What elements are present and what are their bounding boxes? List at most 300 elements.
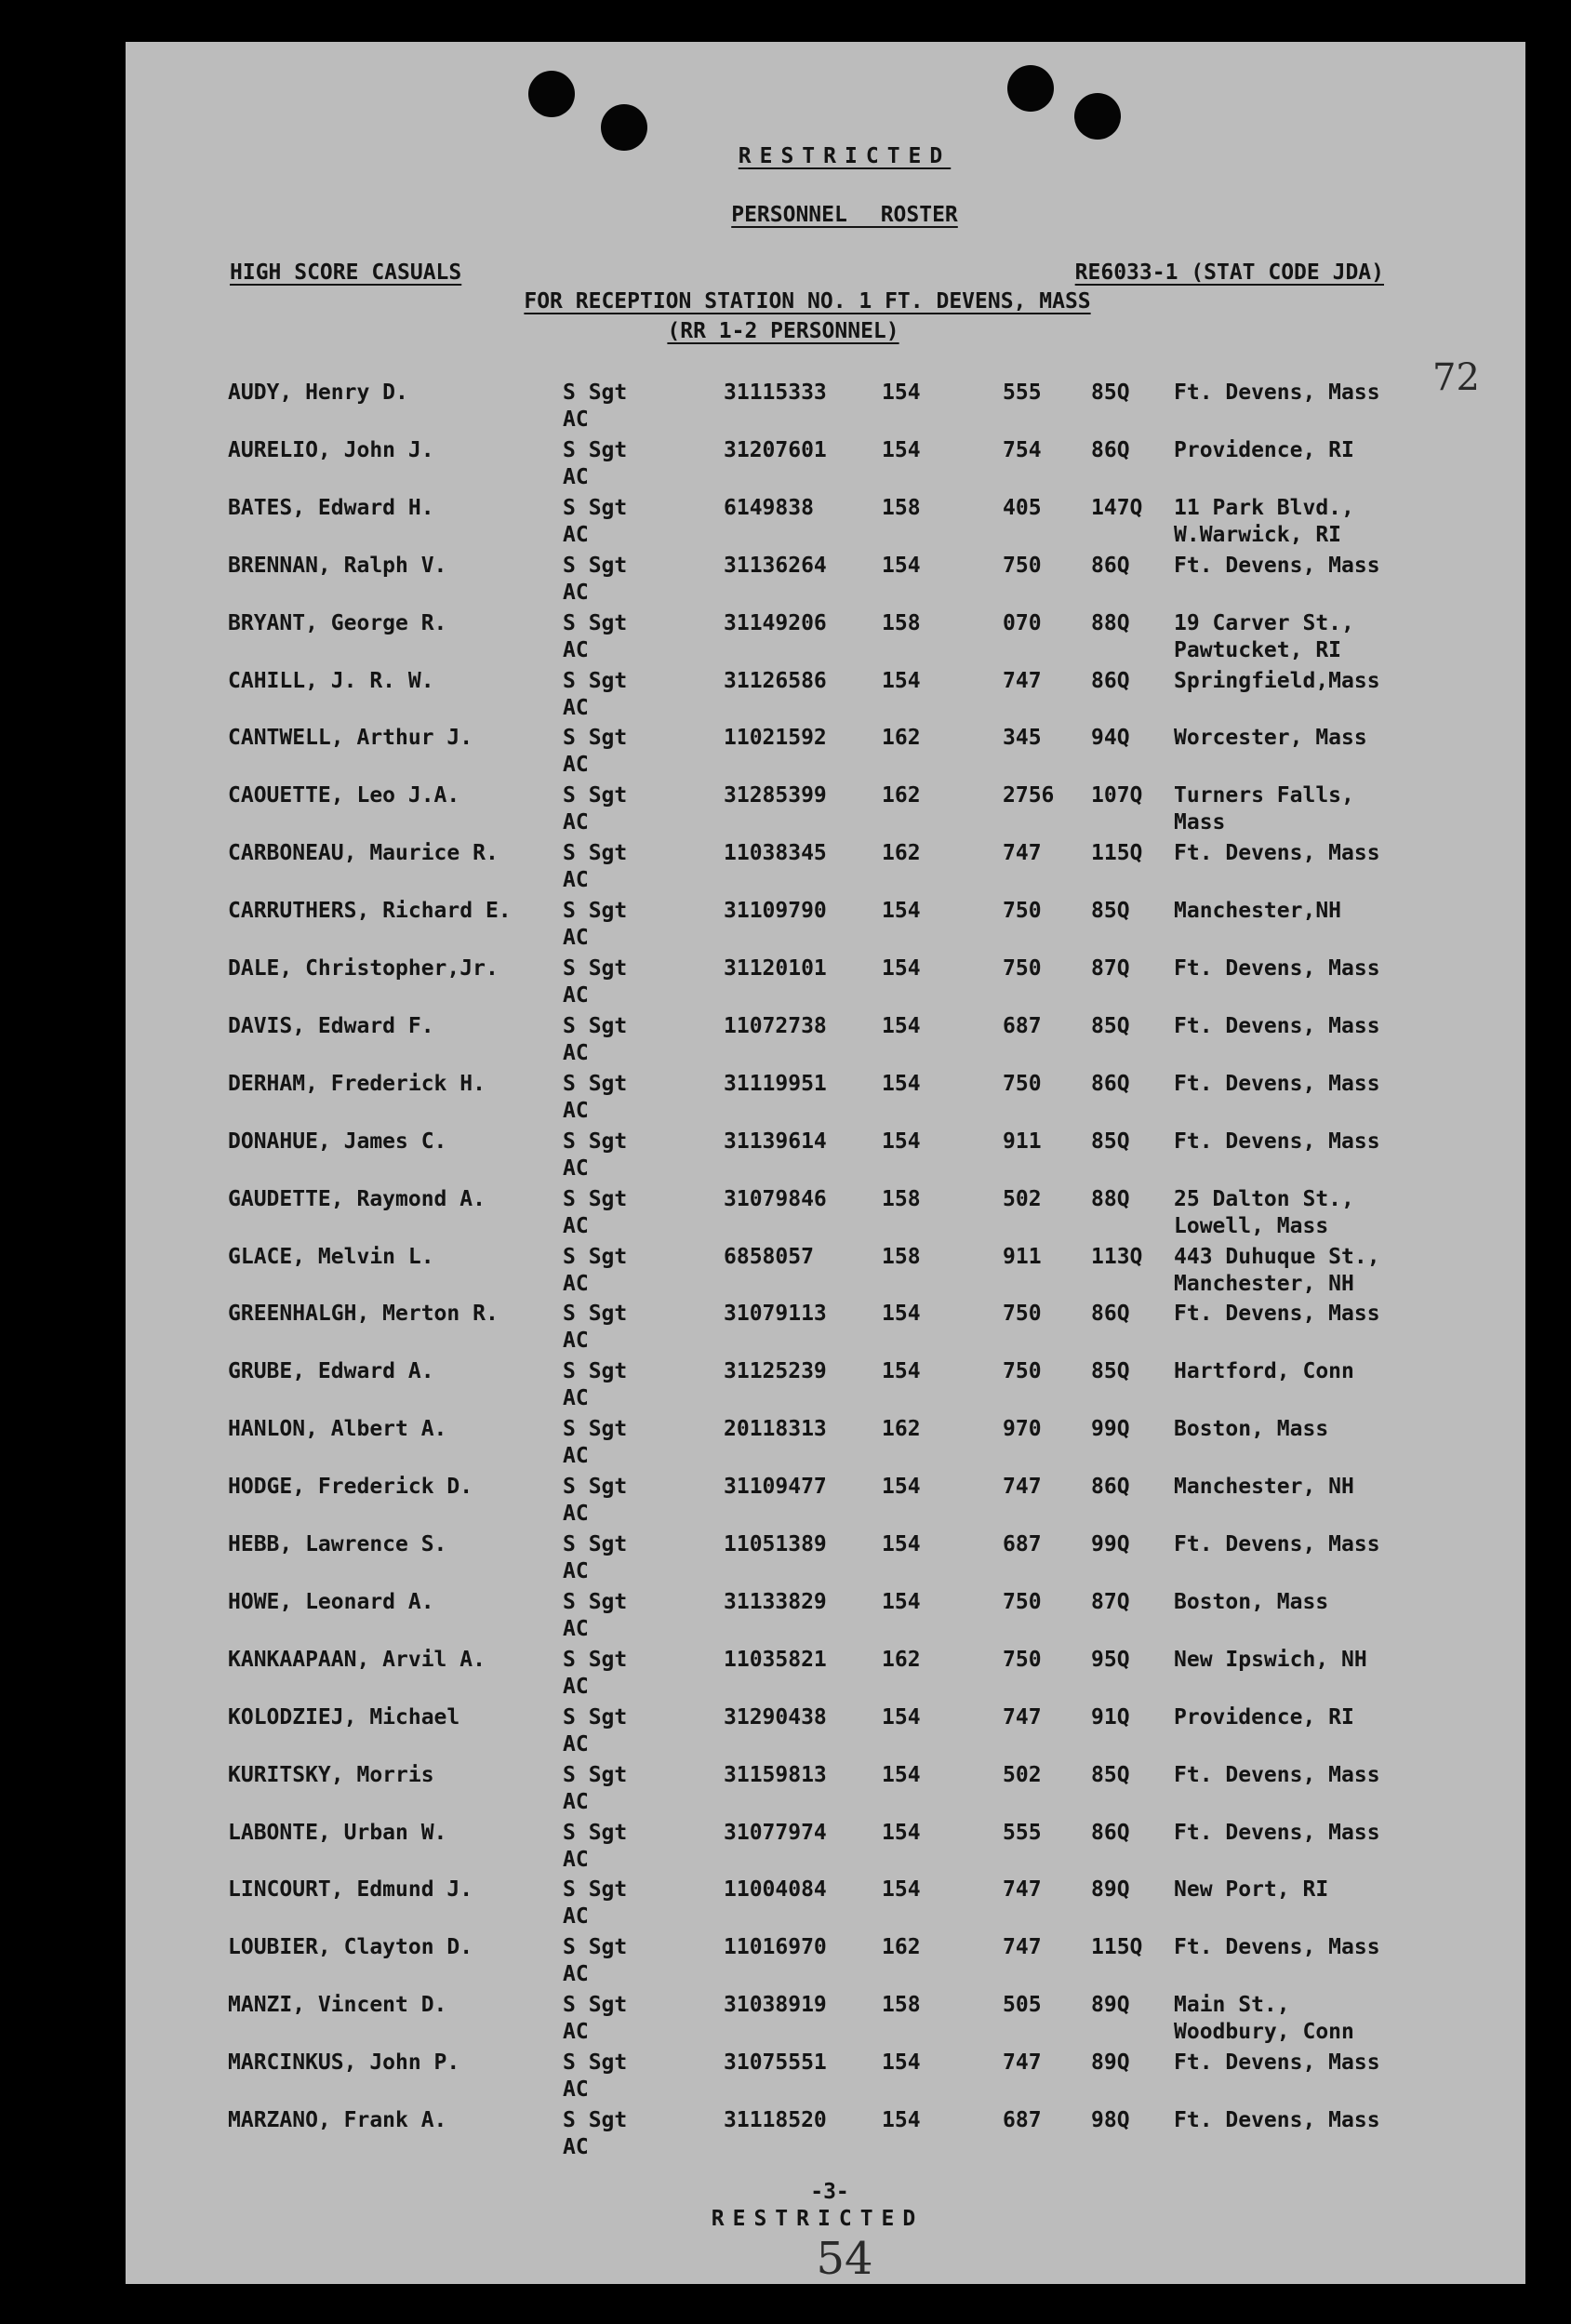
roster-branch: AC: [563, 1904, 589, 1930]
roster-address: Ft. Devens, Mass: [1174, 1820, 1380, 1845]
table-row: [126, 1186, 1525, 1244]
roster-rank: S Sgt: [563, 437, 628, 462]
roster-mos: 687: [1003, 2108, 1042, 2132]
roster-address: Boston, Mass: [1174, 1417, 1329, 1442]
roster-rank: S Sgt: [563, 1935, 628, 1960]
roster-score: 87Q: [1091, 956, 1130, 981]
table-row: [126, 668, 1525, 726]
roster-name: DONAHUE, James C.: [228, 1129, 447, 1154]
roster-address-line2: Pawtucket, RI: [1174, 637, 1342, 662]
roster-address-line2: Lowell, Mass: [1174, 1213, 1329, 1238]
roster-score: 115Q: [1091, 1935, 1143, 1960]
roster-mos: 405: [1003, 495, 1042, 520]
roster-serial-number: 31136264: [724, 553, 827, 578]
margin-number: 72: [1432, 356, 1480, 399]
roster-address: Ft. Devens, Mass: [1174, 956, 1380, 981]
roster-address: Springfield,Mass: [1174, 668, 1380, 693]
roster-code: 158: [882, 1244, 921, 1269]
roster-name: CAHILL, J. R. W.: [228, 668, 434, 693]
roster-code: 154: [882, 956, 921, 981]
roster-mos: 747: [1003, 1877, 1042, 1903]
table-row: [126, 1244, 1525, 1302]
classification-bottom: RESTRICTED: [711, 2207, 925, 2231]
roster-mos: 345: [1003, 726, 1042, 751]
roster-address: Main St.,: [1174, 1993, 1290, 2018]
roster-score: 85Q: [1091, 1359, 1130, 1384]
roster-code: 154: [882, 1359, 921, 1384]
roster-mos: 502: [1003, 1762, 1042, 1787]
table-row: [126, 2050, 1525, 2107]
roster-name: CAOUETTE, Leo J.A.: [228, 783, 460, 808]
roster-address: 25 Dalton St.,: [1174, 1186, 1354, 1211]
roster-address-line2: Woodbury, Conn: [1174, 2020, 1354, 2045]
table-row: [126, 2107, 1525, 2165]
table-row: [126, 1129, 1525, 1186]
roster-score: 86Q: [1091, 668, 1130, 693]
roster-name: GRUBE, Edward A.: [228, 1359, 434, 1384]
roster-score: 85Q: [1091, 1129, 1130, 1154]
roster-branch: AC: [563, 407, 589, 432]
roster-rank: S Sgt: [563, 1475, 628, 1500]
order-code: RE6033-1 (STAT CODE JDA): [1074, 260, 1384, 285]
roster-branch: AC: [563, 983, 589, 1008]
roster-score: 94Q: [1091, 726, 1130, 751]
roster-score: 88Q: [1091, 610, 1130, 635]
document-page: [126, 42, 1525, 2284]
table-row: [126, 610, 1525, 668]
roster-mos: 687: [1003, 1532, 1042, 1556]
roster-serial-number: 31125239: [724, 1359, 827, 1384]
roster-name: CARBONEAU, Maurice R.: [228, 841, 499, 866]
roster-score: 89Q: [1091, 2050, 1130, 2076]
roster-name: DERHAM, Frederick H.: [228, 1071, 486, 1096]
roster-score: 85Q: [1091, 899, 1130, 924]
roster-address: Worcester, Mass: [1174, 726, 1367, 751]
table-row: [126, 553, 1525, 610]
roster-name: MARZANO, Frank A.: [228, 2108, 447, 2132]
roster-rank: S Sgt: [563, 783, 628, 808]
roster-branch: AC: [563, 1386, 589, 1411]
roster-code: 158: [882, 610, 921, 635]
roster-code: 154: [882, 1013, 921, 1038]
roster-serial-number: 11004084: [724, 1877, 827, 1903]
roster-address: Ft. Devens, Mass: [1174, 841, 1380, 866]
roster-branch: AC: [563, 580, 589, 605]
roster-address: Hartford, Conn: [1174, 1359, 1354, 1384]
roster-code: 162: [882, 1417, 921, 1442]
roster-rank: S Sgt: [563, 1532, 628, 1556]
roster-rank: S Sgt: [563, 1186, 628, 1211]
roster-rank: S Sgt: [563, 841, 628, 866]
table-row: [126, 1877, 1525, 1934]
roster-serial-number: 11035821: [724, 1647, 827, 1672]
roster-serial-number: 11016970: [724, 1935, 827, 1960]
roster-code: 154: [882, 1475, 921, 1500]
roster-serial-number: 31119951: [724, 1071, 827, 1096]
roster-rank: S Sgt: [563, 2108, 628, 2132]
roster-name: AUDY, Henry D.: [228, 381, 408, 405]
roster-address: New Port, RI: [1174, 1877, 1329, 1903]
roster-name: CANTWELL, Arthur J.: [228, 726, 473, 751]
roster-serial-number: 31139614: [724, 1129, 827, 1154]
roster-serial-number: 31149206: [724, 610, 827, 635]
table-row: [126, 1531, 1525, 1589]
table-row: [126, 1071, 1525, 1129]
roster-rank: S Sgt: [563, 668, 628, 693]
roster-rank: S Sgt: [563, 553, 628, 578]
roster-branch: AC: [563, 926, 589, 951]
roster-name: DALE, Christopher,Jr.: [228, 956, 499, 981]
roster-serial-number: 11072738: [724, 1013, 827, 1038]
table-row: [126, 437, 1525, 495]
roster-serial-number: 31159813: [724, 1762, 827, 1787]
table-row: [126, 840, 1525, 898]
roster-branch: AC: [563, 1040, 589, 1065]
roster-address: Ft. Devens, Mass: [1174, 1129, 1380, 1154]
roster-mos: 911: [1003, 1129, 1042, 1154]
roster-rank: S Sgt: [563, 381, 628, 405]
table-row: [126, 955, 1525, 1013]
roster-branch: AC: [563, 1789, 589, 1814]
table-row: [126, 1301, 1525, 1358]
roster-code: 154: [882, 553, 921, 578]
table-row: [126, 898, 1525, 955]
roster-mos: 747: [1003, 1475, 1042, 1500]
roster-mos: 750: [1003, 1302, 1042, 1327]
roster-name: HODGE, Frederick D.: [228, 1475, 473, 1500]
roster-name: AURELIO, John J.: [228, 437, 434, 462]
roster-name: GAUDETTE, Raymond A.: [228, 1186, 486, 1211]
roster-serial-number: 31077974: [724, 1820, 827, 1845]
table-row: [126, 725, 1525, 782]
roster-branch: AC: [563, 2020, 589, 2045]
roster-mos: 750: [1003, 1359, 1042, 1384]
roster-name: BRYANT, George R.: [228, 610, 447, 635]
roster-rank: S Sgt: [563, 1129, 628, 1154]
roster-branch: AC: [563, 1444, 589, 1469]
roster-rank: S Sgt: [563, 1993, 628, 2018]
group-label: HIGH SCORE CASUALS: [230, 260, 462, 285]
destination-line: FOR RECEPTION STATION NO. 1 FT. DEVENS, MASS: [524, 289, 1091, 314]
roster-rank: S Sgt: [563, 495, 628, 520]
roster-mos: 555: [1003, 381, 1042, 405]
roster-code: 154: [882, 1820, 921, 1845]
table-row: [126, 1992, 1525, 2050]
roster-address-line2: Manchester, NH: [1174, 1271, 1354, 1296]
table-row: [126, 1474, 1525, 1531]
roster-address: Boston, Mass: [1174, 1589, 1329, 1614]
roster-code: 162: [882, 783, 921, 808]
roster-address: Turners Falls,: [1174, 783, 1354, 808]
handwritten-number: 54: [816, 2233, 873, 2285]
roster-rank: S Sgt: [563, 1647, 628, 1672]
roster-mos: 747: [1003, 841, 1042, 866]
roster-address-line2: W.Warwick, RI: [1174, 522, 1342, 547]
roster-serial-number: 31126586: [724, 668, 827, 693]
roster-name: MARCINKUS, John P.: [228, 2050, 460, 2076]
roster-branch: AC: [563, 1155, 589, 1181]
roster-rank: S Sgt: [563, 1762, 628, 1787]
roster-mos: 750: [1003, 1589, 1042, 1614]
roster-name: CARRUTHERS, Richard E.: [228, 899, 512, 924]
roster-rank: S Sgt: [563, 2050, 628, 2076]
roster-address: 19 Carver St.,: [1174, 610, 1354, 635]
roster-address: Ft. Devens, Mass: [1174, 553, 1380, 578]
roster-branch: AC: [563, 810, 589, 835]
roster-code: 158: [882, 1993, 921, 2018]
roster-name: LINCOURT, Edmund J.: [228, 1877, 473, 1903]
roster-branch: AC: [563, 1616, 589, 1641]
roster-score: 85Q: [1091, 1762, 1130, 1787]
roster-branch: AC: [563, 868, 589, 893]
roster-address: Ft. Devens, Mass: [1174, 1013, 1380, 1038]
table-row: [126, 1647, 1525, 1704]
roster-rank: S Sgt: [563, 1359, 628, 1384]
roster-address: Providence, RI: [1174, 437, 1354, 462]
roster-rank: S Sgt: [563, 1071, 628, 1096]
roster-branch: AC: [563, 637, 589, 662]
roster-score: 87Q: [1091, 1589, 1130, 1614]
roster-score: 98Q: [1091, 2108, 1130, 2132]
roster-mos: 555: [1003, 1820, 1042, 1845]
roster-code: 154: [882, 2108, 921, 2132]
roster-address: 11 Park Blvd.,: [1174, 495, 1354, 520]
roster-name: KOLODZIEJ, Michael: [228, 1704, 460, 1730]
roster-code: 154: [882, 1704, 921, 1730]
roster-rank: S Sgt: [563, 1417, 628, 1442]
page-number: -3-: [810, 2180, 849, 2204]
table-row: [126, 782, 1525, 840]
roster-rank: S Sgt: [563, 1704, 628, 1730]
roster-address: 443 Duhuque St.,: [1174, 1244, 1380, 1269]
table-row: [126, 495, 1525, 553]
roster-branch: AC: [563, 1098, 589, 1123]
roster-score: 89Q: [1091, 1993, 1130, 2018]
roster-serial-number: 31075551: [724, 2050, 827, 2076]
roster-score: 86Q: [1091, 1302, 1130, 1327]
roster-rank: S Sgt: [563, 1877, 628, 1903]
roster-code: 154: [882, 1532, 921, 1556]
roster-serial-number: 31290438: [724, 1704, 827, 1730]
roster-serial-number: 31109790: [724, 899, 827, 924]
roster-mos: 750: [1003, 1071, 1042, 1096]
roster-branch: AC: [563, 2077, 589, 2103]
roster-mos: 970: [1003, 1417, 1042, 1442]
roster-mos: 750: [1003, 553, 1042, 578]
punch-hole: [1007, 65, 1054, 112]
roster-serial-number: 11051389: [724, 1532, 827, 1556]
roster-code: 162: [882, 1935, 921, 1960]
roster-address: Ft. Devens, Mass: [1174, 381, 1380, 405]
roster-score: 86Q: [1091, 1475, 1130, 1500]
table-row: [126, 1013, 1525, 1071]
roster-serial-number: 11038345: [724, 841, 827, 866]
roster-serial-number: 31133829: [724, 1589, 827, 1614]
roster-score: 91Q: [1091, 1704, 1130, 1730]
table-row: [126, 1820, 1525, 1877]
roster-address: Ft. Devens, Mass: [1174, 1935, 1380, 1960]
table-row: [126, 1589, 1525, 1647]
roster-code: 162: [882, 841, 921, 866]
roster-serial-number: 31115333: [724, 381, 827, 405]
roster-code: 154: [882, 1762, 921, 1787]
roster-name: GREENHALGH, Merton R.: [228, 1302, 499, 1327]
roster-branch: AC: [563, 2135, 589, 2159]
roster-mos: 747: [1003, 1935, 1042, 1960]
roster-serial-number: 31038919: [724, 1993, 827, 2018]
roster-address: Ft. Devens, Mass: [1174, 1071, 1380, 1096]
roster-mos: 747: [1003, 1704, 1042, 1730]
roster-serial-number: 6149838: [724, 495, 814, 520]
roster-mos: 750: [1003, 1647, 1042, 1672]
roster-serial-number: 20118313: [724, 1417, 827, 1442]
roster-rank: S Sgt: [563, 1589, 628, 1614]
roster-address-line2: Mass: [1174, 810, 1226, 835]
subtitle: (RR 1-2 PERSONNEL): [667, 319, 899, 343]
roster-serial-number: 31207601: [724, 437, 827, 462]
roster-branch: AC: [563, 753, 589, 778]
roster-rank: S Sgt: [563, 1244, 628, 1269]
roster-branch: AC: [563, 1271, 589, 1296]
roster-address: Providence, RI: [1174, 1704, 1354, 1730]
roster-serial-number: 31285399: [724, 783, 827, 808]
roster-rank: S Sgt: [563, 726, 628, 751]
roster-rank: S Sgt: [563, 610, 628, 635]
roster-address: Manchester, NH: [1174, 1475, 1354, 1500]
roster-code: 158: [882, 1186, 921, 1211]
roster-code: 154: [882, 899, 921, 924]
roster-score: 107Q: [1091, 783, 1143, 808]
roster-rank: S Sgt: [563, 1013, 628, 1038]
roster-code: 154: [882, 437, 921, 462]
roster-mos: 754: [1003, 437, 1042, 462]
roster-serial-number: 6858057: [724, 1244, 814, 1269]
roster-score: 113Q: [1091, 1244, 1143, 1269]
roster-code: 154: [882, 1877, 921, 1903]
roster-rank: S Sgt: [563, 899, 628, 924]
roster-code: 154: [882, 668, 921, 693]
roster-score: 86Q: [1091, 1820, 1130, 1845]
roster-score: 85Q: [1091, 381, 1130, 405]
roster-serial-number: 31118520: [724, 2108, 827, 2132]
table-row: [126, 380, 1525, 437]
roster-rank: S Sgt: [563, 1302, 628, 1327]
roster-score: 85Q: [1091, 1013, 1130, 1038]
roster-address: Ft. Devens, Mass: [1174, 1762, 1380, 1787]
roster-serial-number: 31120101: [724, 956, 827, 981]
roster-score: 86Q: [1091, 553, 1130, 578]
roster-branch: AC: [563, 1329, 589, 1354]
roster-score: 95Q: [1091, 1647, 1130, 1672]
roster-score: 86Q: [1091, 1071, 1130, 1096]
table-row: [126, 1416, 1525, 1474]
roster-mos: 747: [1003, 2050, 1042, 2076]
roster-score: 89Q: [1091, 1877, 1130, 1903]
roster-mos: 750: [1003, 899, 1042, 924]
roster-serial-number: 11021592: [724, 726, 827, 751]
roster-name: HOWE, Leonard A.: [228, 1589, 434, 1614]
roster-code: 154: [882, 1589, 921, 1614]
roster-name: GLACE, Melvin L.: [228, 1244, 434, 1269]
roster-branch: AC: [563, 522, 589, 547]
roster-branch: AC: [563, 1559, 589, 1583]
roster-address: Manchester,NH: [1174, 899, 1342, 924]
roster-code: 162: [882, 726, 921, 751]
roster-address: Ft. Devens, Mass: [1174, 1302, 1380, 1327]
roster-mos: 747: [1003, 668, 1042, 693]
roster-score: 88Q: [1091, 1186, 1130, 1211]
roster-code: 154: [882, 1302, 921, 1327]
roster-branch: AC: [563, 1847, 589, 1872]
roster-address: Ft. Devens, Mass: [1174, 1532, 1380, 1556]
roster-code: 154: [882, 381, 921, 405]
roster-code: 154: [882, 1129, 921, 1154]
roster-rank: S Sgt: [563, 1820, 628, 1845]
roster-name: BATES, Edward H.: [228, 495, 434, 520]
roster-name: LABONTE, Urban W.: [228, 1820, 447, 1845]
roster-address: Ft. Devens, Mass: [1174, 2050, 1380, 2076]
roster-mos: 687: [1003, 1013, 1042, 1038]
roster-branch: AC: [563, 1674, 589, 1699]
punch-hole: [601, 104, 647, 151]
roster-mos: 2756: [1003, 783, 1055, 808]
roster-score: 147Q: [1091, 495, 1143, 520]
roster-name: HANLON, Albert A.: [228, 1417, 447, 1442]
roster-serial-number: 31079113: [724, 1302, 827, 1327]
roster-name: BRENNAN, Ralph V.: [228, 553, 447, 578]
table-row: [126, 1704, 1525, 1762]
roster-code: 154: [882, 1071, 921, 1096]
punch-hole: [1074, 93, 1121, 140]
roster-code: 158: [882, 495, 921, 520]
roster-code: 154: [882, 2050, 921, 2076]
table-row: [126, 1358, 1525, 1416]
punch-hole: [528, 71, 575, 117]
roster-mos: 070: [1003, 610, 1042, 635]
roster-branch: AC: [563, 464, 589, 489]
roster-name: MANZI, Vincent D.: [228, 1993, 447, 2018]
roster-code: 162: [882, 1647, 921, 1672]
roster-score: 115Q: [1091, 841, 1143, 866]
roster-branch: AC: [563, 1502, 589, 1527]
roster-mos: 911: [1003, 1244, 1042, 1269]
roster-branch: AC: [563, 1962, 589, 1987]
roster-branch: AC: [563, 695, 589, 720]
roster-name: HEBB, Lawrence S.: [228, 1532, 447, 1556]
table-row: [126, 1934, 1525, 1992]
roster-name: LOUBIER, Clayton D.: [228, 1935, 473, 1960]
roster-mos: 505: [1003, 1993, 1042, 2018]
roster-name: KANKAAPAAN, Arvil A.: [228, 1647, 486, 1672]
roster-branch: AC: [563, 1213, 589, 1238]
page-title: PERSONNEL ROSTER: [731, 203, 958, 227]
classification-top: RESTRICTED: [738, 144, 952, 168]
roster-score: 99Q: [1091, 1532, 1130, 1556]
roster-address: Ft. Devens, Mass: [1174, 2108, 1380, 2132]
table-row: [126, 1762, 1525, 1820]
roster-branch: AC: [563, 1731, 589, 1756]
roster-serial-number: 31109477: [724, 1475, 827, 1500]
roster-score: 86Q: [1091, 437, 1130, 462]
roster-mos: 750: [1003, 956, 1042, 981]
roster-name: KURITSKY, Morris: [228, 1762, 434, 1787]
roster-score: 99Q: [1091, 1417, 1130, 1442]
roster-mos: 502: [1003, 1186, 1042, 1211]
roster-name: DAVIS, Edward F.: [228, 1013, 434, 1038]
roster-address: New Ipswich, NH: [1174, 1647, 1367, 1672]
roster-serial-number: 31079846: [724, 1186, 827, 1211]
roster-rank: S Sgt: [563, 956, 628, 981]
